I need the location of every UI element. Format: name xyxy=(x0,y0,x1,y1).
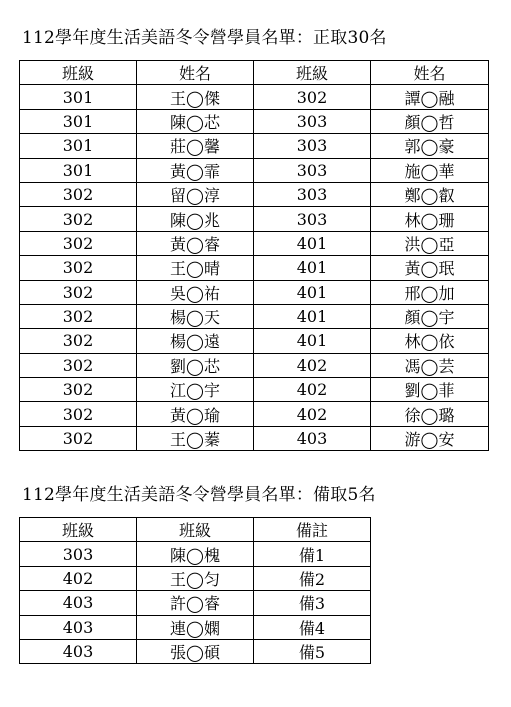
student-name-cell: 邢◯加 xyxy=(371,280,489,304)
student-name-cell: 陳◯槐 xyxy=(137,542,254,566)
class-cell: 303 xyxy=(254,158,371,182)
backup-list-title: 112學年度生活美語冬令營學員名單：備取5名 xyxy=(22,485,376,505)
table-row xyxy=(20,256,489,280)
table-row xyxy=(20,329,489,353)
class-cell: 401 xyxy=(254,304,371,328)
student-name-cell: 王◯傑 xyxy=(137,85,254,109)
class-cell: 302 xyxy=(20,329,137,353)
class-cell: 401 xyxy=(254,280,371,304)
table-row xyxy=(20,109,489,133)
header-name-left: 姓名 xyxy=(137,61,254,85)
student-name-cell: 徐◯璐 xyxy=(371,402,489,426)
note-cell: 備2 xyxy=(254,566,371,590)
class-cell: 303 xyxy=(254,182,371,206)
header-class: 班級 xyxy=(20,518,137,542)
class-cell: 401 xyxy=(254,231,371,255)
table-row xyxy=(20,85,489,109)
student-name-cell: 陳◯芯 xyxy=(137,109,254,133)
class-cell: 403 xyxy=(20,615,137,639)
backup-students-table xyxy=(19,517,371,664)
class-cell: 302 xyxy=(20,256,137,280)
note-cell: 備4 xyxy=(254,615,371,639)
class-cell: 401 xyxy=(254,256,371,280)
class-cell: 303 xyxy=(254,109,371,133)
header-class-2: 班級 xyxy=(137,518,254,542)
header-class-left: 班級 xyxy=(20,61,137,85)
student-name-cell: 江◯宇 xyxy=(137,378,254,402)
table-row xyxy=(20,158,489,182)
table-row xyxy=(20,231,489,255)
accepted-students-table xyxy=(19,60,489,451)
class-cell: 301 xyxy=(20,109,137,133)
student-name-cell: 譚◯融 xyxy=(371,85,489,109)
class-cell: 302 xyxy=(20,402,137,426)
table-row xyxy=(20,304,489,328)
class-cell: 302 xyxy=(20,207,137,231)
student-name-cell: 王◯匀 xyxy=(137,566,254,590)
class-cell: 302 xyxy=(20,280,137,304)
table-row xyxy=(20,639,371,663)
student-name-cell: 黃◯瑜 xyxy=(137,402,254,426)
student-name-cell: 林◯依 xyxy=(371,329,489,353)
student-name-cell: 郭◯豪 xyxy=(371,134,489,158)
student-name-cell: 張◯碩 xyxy=(137,639,254,663)
class-cell: 402 xyxy=(20,566,137,590)
accepted-students-body xyxy=(20,85,489,451)
table-row xyxy=(20,378,489,402)
student-name-cell: 王◯晴 xyxy=(137,256,254,280)
student-name-cell: 鄭◯叡 xyxy=(371,182,489,206)
student-name-cell: 林◯珊 xyxy=(371,207,489,231)
class-cell: 301 xyxy=(20,85,137,109)
class-cell: 303 xyxy=(20,542,137,566)
table-row xyxy=(20,353,489,377)
class-cell: 302 xyxy=(20,182,137,206)
class-cell: 402 xyxy=(254,378,371,402)
table-row xyxy=(20,134,489,158)
class-cell: 402 xyxy=(254,402,371,426)
class-cell: 302 xyxy=(20,353,137,377)
student-name-cell: 留◯淳 xyxy=(137,182,254,206)
class-cell: 302 xyxy=(20,426,137,450)
table-row xyxy=(20,591,371,615)
header-note: 備註 xyxy=(254,518,371,542)
student-name-cell: 劉◯菲 xyxy=(371,378,489,402)
note-cell: 備1 xyxy=(254,542,371,566)
table-row xyxy=(20,566,371,590)
backup-students-body xyxy=(20,542,371,664)
student-name-cell: 黃◯睿 xyxy=(137,231,254,255)
student-name-cell: 許◯睿 xyxy=(137,591,254,615)
student-name-cell: 楊◯天 xyxy=(137,304,254,328)
table-header-row xyxy=(20,61,489,85)
class-cell: 302 xyxy=(20,304,137,328)
table-row xyxy=(20,402,489,426)
student-name-cell: 連◯嫻 xyxy=(137,615,254,639)
student-name-cell: 顏◯哲 xyxy=(371,109,489,133)
class-cell: 301 xyxy=(20,134,137,158)
header-name-right: 姓名 xyxy=(371,61,489,85)
student-name-cell: 楊◯遠 xyxy=(137,329,254,353)
student-name-cell: 游◯安 xyxy=(371,426,489,450)
student-name-cell: 劉◯芯 xyxy=(137,353,254,377)
class-cell: 301 xyxy=(20,158,137,182)
student-name-cell: 施◯華 xyxy=(371,158,489,182)
table-row xyxy=(20,426,489,450)
class-cell: 402 xyxy=(254,353,371,377)
table-row xyxy=(20,207,489,231)
header-class-right: 班級 xyxy=(254,61,371,85)
student-name-cell: 吳◯祐 xyxy=(137,280,254,304)
note-cell: 備5 xyxy=(254,639,371,663)
table-header-row xyxy=(20,518,371,542)
class-cell: 303 xyxy=(254,134,371,158)
student-name-cell: 王◯蓁 xyxy=(137,426,254,450)
student-name-cell: 莊◯馨 xyxy=(137,134,254,158)
student-name-cell: 馮◯芸 xyxy=(371,353,489,377)
table-row xyxy=(20,542,371,566)
class-cell: 303 xyxy=(254,207,371,231)
student-name-cell: 黃◯珉 xyxy=(371,256,489,280)
table-row xyxy=(20,182,489,206)
class-cell: 302 xyxy=(20,378,137,402)
note-cell: 備3 xyxy=(254,591,371,615)
main-list-title: 112學年度生活美語冬令營學員名單：正取30名 xyxy=(22,28,387,48)
class-cell: 302 xyxy=(254,85,371,109)
student-name-cell: 黃◯霏 xyxy=(137,158,254,182)
student-name-cell: 洪◯亞 xyxy=(371,231,489,255)
class-cell: 403 xyxy=(254,426,371,450)
class-cell: 403 xyxy=(20,639,137,663)
class-cell: 302 xyxy=(20,231,137,255)
class-cell: 403 xyxy=(20,591,137,615)
class-cell: 401 xyxy=(254,329,371,353)
student-name-cell: 陳◯兆 xyxy=(137,207,254,231)
table-row xyxy=(20,280,489,304)
student-name-cell: 顏◯宇 xyxy=(371,304,489,328)
table-row xyxy=(20,615,371,639)
